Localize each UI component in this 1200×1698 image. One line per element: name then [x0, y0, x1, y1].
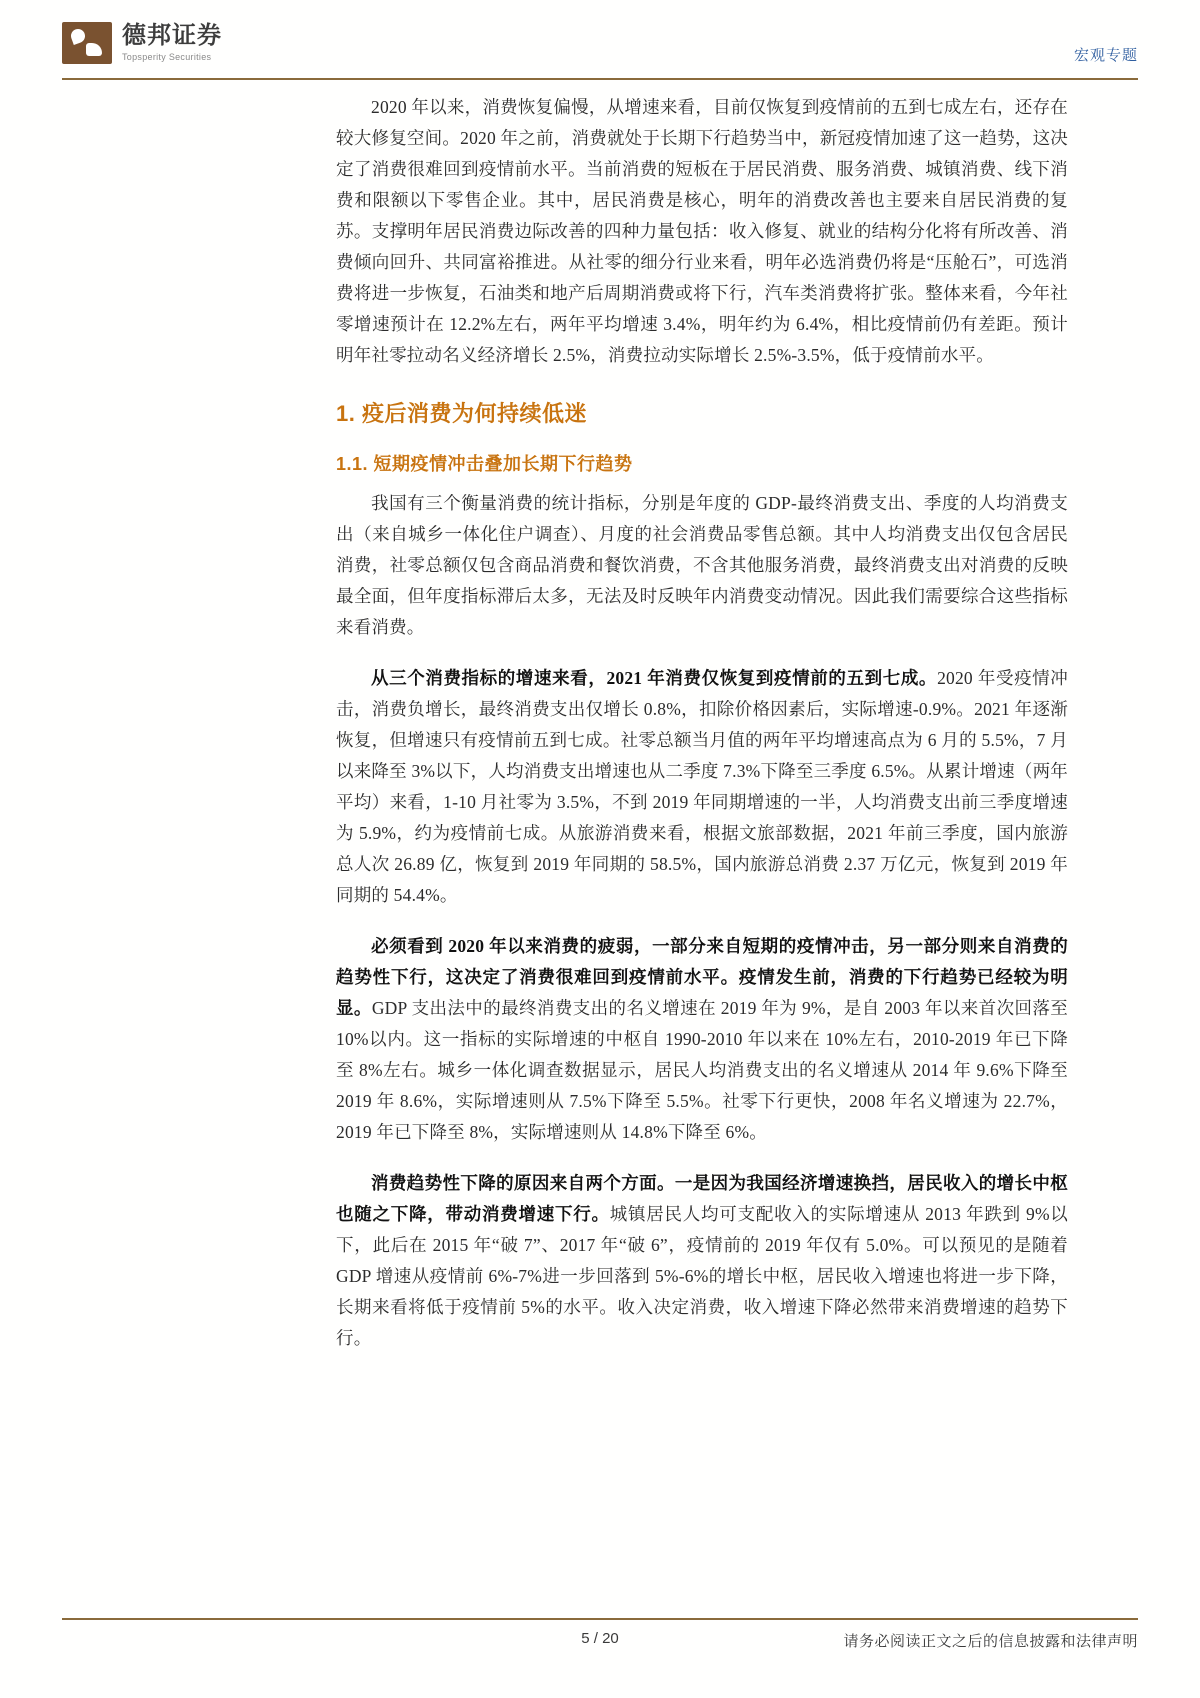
intro-paragraph: 2020 年以来，消费恢复偏慢，从增速来看，目前仅恢复到疫情前的五到七成左右，还存在较大修复空间。2020 年之前，消费就处于长期下行趋势当中，新冠疫情加速了这一趋势，这决定了消费很难回到疫情前水平。当前消费的短板在于居民消费、服务消费、城镇消费、线下消费和限额以下零售企业。其中，居民消费是核心，明年的消费改善也主要来自居民消费的复苏。支撑明年居民消费边际改善的四种力量包括：收入修复、就业的结构分化将有所改善、消费倾向回升、共同富裕推进。从社零的细分行业来看，明年必选消费仍将是“压舱石”，可选消费将进一步恢复，石油类和地产后周期消费或将下行，汽车类消费将扩张。整体来看，今年社零增速预计在 12.2%左右，两年平均增速 3.4%，明年约为 6.4%，相比疫情前仍有差距。预计明年社零拉动名义经济增长 2.5%，消费拉动实际增长 2.5%-3.5%，低于疫情前水平。 [336, 97, 1068, 365]
footer-divider [62, 1618, 1138, 1620]
page-footer [62, 1630, 1138, 1660]
paragraph-spacer [336, 1154, 1068, 1168]
paragraph-spacer [336, 917, 1068, 931]
paragraph-spacer [336, 649, 1068, 663]
paragraph-2 [336, 663, 1068, 911]
subsection-heading-1-1: 1.1. 短期疫情冲击叠加长期下行趋势 [336, 454, 633, 474]
paragraph-2-body: 2020 年受疫情冲击，消费负增长，最终消费支出仅增长 0.8%，扣除价格因素后，实际增速-0.9%。2021 年逐渐恢复，但增速只有疫情前五到七成。社零总额当月值的两年平均增速高点为 6 月的 5.5%，7 月以来降至 3%以下，人均消费支出增速也从二季度 7.3%下降至三季度 6.5%。从累计增速（两年平均）来看，1-10 月社零为 3.5%，不到 2019 年同期增速的一半，人均消费支出前三季度增速为 5.9%，约为疫情前七成。从旅游消费来看，根据文旅部数据，2021 年前三季度，国内旅游总人次 26.89 亿，恢复到 2019 年同期的 58.5%，国内旅游总消费 2.37 万亿元，恢复到 2019 年同期的 54.4%。 [336, 668, 1068, 905]
paragraph-1: 我国有三个衡量消费的统计指标，分别是年度的 GDP-最终消费支出、季度的人均消费支出（来自城乡一体化住户调查）、月度的社会消费品零售总额。其中人均消费支出仅包含居民消费，社零总额仅包含商品消费和餐饮消费，不含其他服务消费，最终消费支出对消费的反映最全面，但年度指标滞后太多，无法及时反映年内消费变动情况。因此我们需要综合这些指标来看消费。 [336, 493, 1068, 637]
logo-name-cn: 德邦证券 [122, 22, 222, 50]
paragraph-3-lead: 必须看到 2020 年以来消费的疲弱，一部分来自短期的疫情冲击，另一部分则来自消费的趋势性下行，这决定了消费很难回到疫情前水平。疫情发生前，消费的下行趋势已经较为明显。 [336, 936, 1068, 1018]
paragraph-3-body: GDP 支出法中的最终消费支出的名义增速在 2019 年为 9%，是自 2003 年以来首次回落至 10%以内。这一指标的实际增速的中枢自 1990-2010 年以来在 10%左右，2010-2019 年已下降至 8%左右。城乡一体化调查数据显示，居民人均消费支出的名义增速从 2014 年 9.6%下降至 2019 年 8.6%，实际增速则从 7.5%下降至 5.5%。社零下行更快，2008 年名义增速为 22.7%，2019 年已下降至 8%，实际增速则从 14.8%下降至 6%。 [336, 998, 1069, 1142]
company-logo [62, 22, 222, 64]
report-type-label: 宏观专题 [1073, 47, 1138, 64]
logo-name-en: Topsperity Securities [122, 51, 212, 62]
logo-text [122, 23, 222, 62]
document-content [336, 92, 1068, 1360]
paragraph-4-body: 城镇居民人均可支配收入的实际增速从 2013 年跌到 9%以下，此后在 2015 年“破 7”、2017 年“破 6”，疫情前的 2019 年仅有 5.0%。可以预见的是随着 GDP 增速从疫情前 6%-7%进一步回落到 5%-6%的增长中枢，居民收入增速也将进一步下降，长期来看将低于疫情前 5%的水平。收入决定消费，收入增速下降必然带来消费增速的趋势下行。 [336, 1204, 1069, 1348]
paragraph-3 [336, 931, 1068, 1148]
paragraph-4-lead: 消费趋势性下降的原因来自两个方面。一是因为我国经济增速换挡，居民收入的增长中枢也随之下降，带动消费增速下行。 [336, 1173, 1068, 1224]
page-header [0, 0, 1200, 78]
bell-mark-icon [62, 22, 112, 64]
section-heading-1: 1. 疫后消费为何持续低迷 [336, 401, 587, 426]
header-divider [62, 78, 1138, 80]
paragraph-4 [336, 1168, 1068, 1354]
disclaimer-text: 请务必阅读正文之后的信息披露和法律声明 [843, 1634, 1138, 1650]
paragraph-2-lead: 从三个消费指标的增速来看，2021 年消费仅恢复到疫情前的五到七成。 [371, 668, 938, 688]
page-number: 5 / 20 [581, 1630, 619, 1647]
